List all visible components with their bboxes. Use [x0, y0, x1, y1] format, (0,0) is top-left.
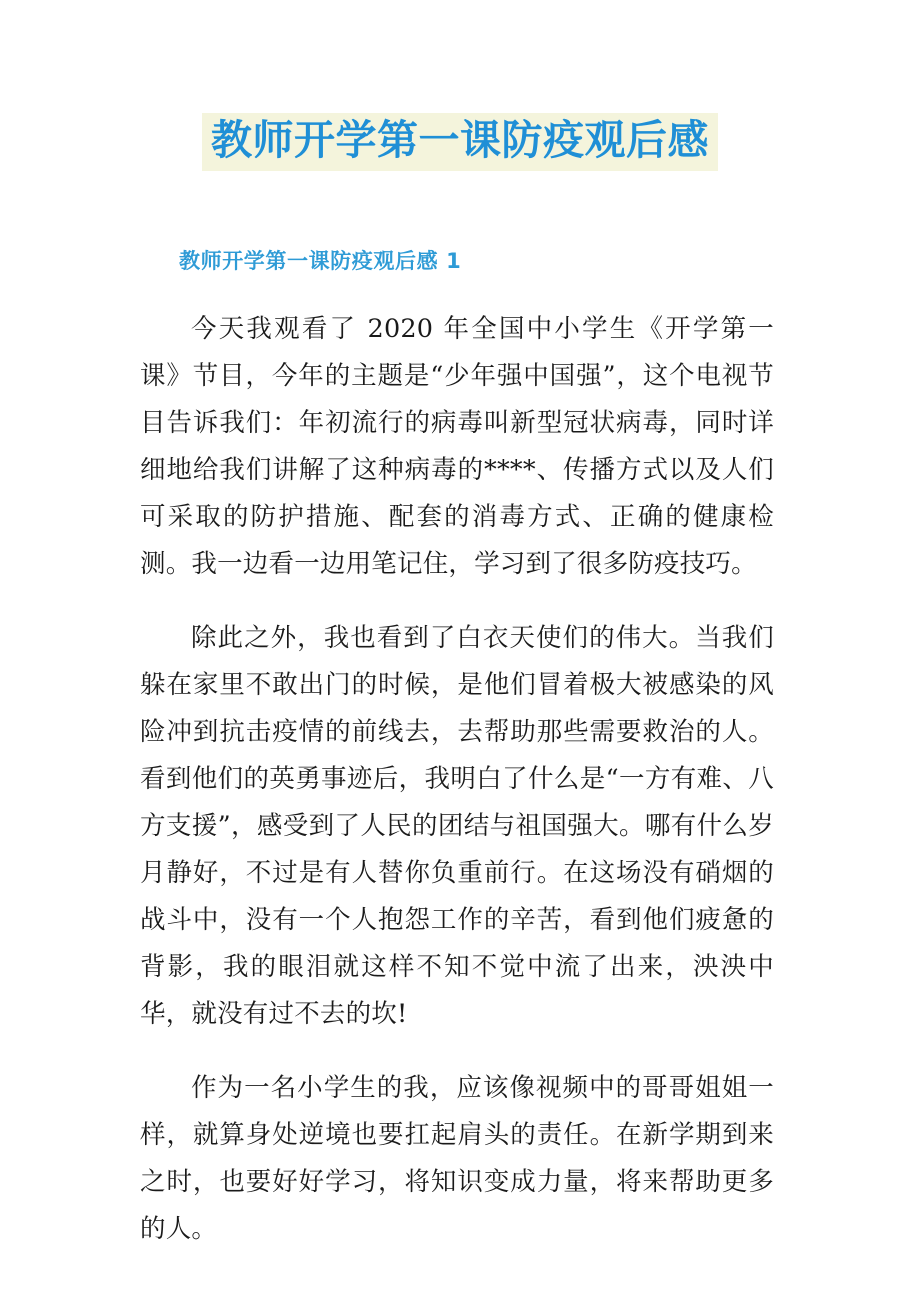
body-text — [140, 306, 774, 1253]
page-title-text: 教师开学第一课防疫观后感 — [202, 113, 718, 171]
section-heading: 教师开学第一课防疫观后感 1 — [179, 249, 462, 273]
paragraph: 作为一名小学生的我，应该像视频中的哥哥姐姐一样，就算身处逆境也要扛起肩头的责任。在新学期到来之时，也要好好学习，将知识变成力量，将来帮助更多的人。 — [140, 1073, 774, 1244]
paragraph: 今天我观看了 2020 年全国中小学生《开学第一课》节目，今年的主题是“少年强中国强”，这个电视节目告诉我们：年初流行的病毒叫新型冠状病毒，同时详细地给我们讲解了这种病毒的****、传播方式以及人们可采取的防护措施、配套的消毒方式、正确的健康检测。我一边看一边用笔记住，学习到了很多防疫技巧。 — [140, 314, 774, 579]
page-title — [0, 113, 920, 171]
paragraph: 除此之外，我也看到了白衣天使们的伟大。当我们躲在家里不敢出门的时候，是他们冒着极大被感染的风险冲到抗击疫情的前线去，去帮助那些需要救治的人。看到他们的英勇事迹后，我明白了什么是“一方有难、八方支援”，感受到了人民的团结与祖国强大。哪有什么岁月静好，不过是有人替你负重前行。在这场没有硝烟的战斗中，没有一个人抱怨工作的辛苦，看到他们疲惫的背影，我的眼泪就这样不知不觉中流了出来，泱泱中华，就没有过不去的坎! — [140, 623, 774, 1029]
